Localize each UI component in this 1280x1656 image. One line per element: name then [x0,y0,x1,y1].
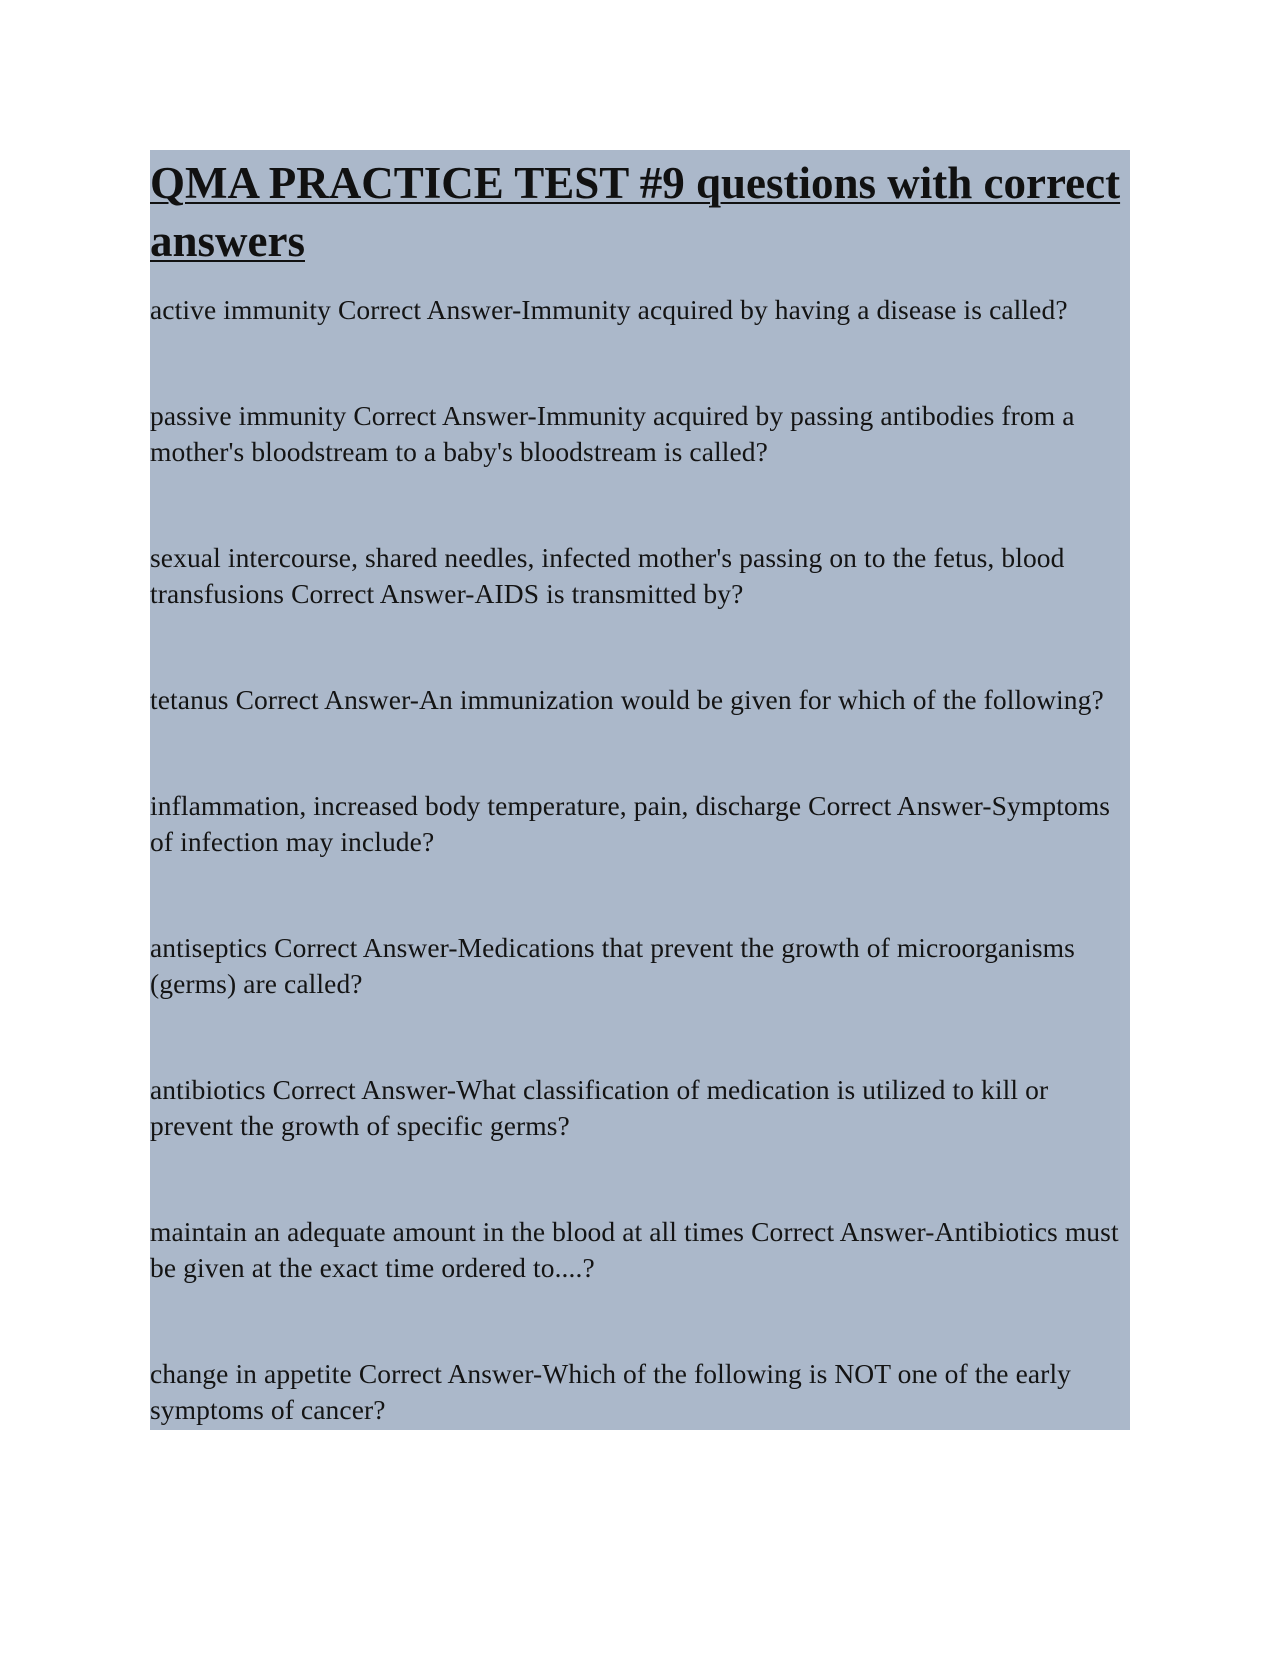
document-title: QMA PRACTICE TEST #9 questions with correct answers [150,158,1121,266]
qa-list [150,292,1130,1428]
qa-item: active immunity Correct Answer-Immunity acquired by having a disease is called? [150,294,1068,325]
qa-item: maintain an adequate amount in the blood at all times Correct Answer-Antibiotics must be given at the exact time ordered to....? [150,1216,1119,1283]
qa-item: sexual intercourse, shared needles, infected mother's passing on to the fetus, blood transfusions Correct Answer-AIDS is transmitted by? [150,542,1065,609]
qa-item: tetanus Correct Answer-An immunization would be given for which of the following? [150,684,1104,715]
highlighted-text-block [150,150,1130,1430]
qa-item: antibiotics Correct Answer-What classification of medication is utilized to kill or prevent the growth of specific germs? [150,1074,1049,1141]
qa-item: change in appetite Correct Answer-Which of the following is NOT one of the early symptoms of cancer? [150,1358,1072,1425]
qa-item: inflammation, increased body temperature, pain, discharge Correct Answer-Symptoms of infection may include? [150,790,1111,857]
qa-item: antiseptics Correct Answer-Medications that prevent the growth of microorganisms (germs) are called? [150,932,1075,999]
qa-item: passive immunity Correct Answer-Immunity acquired by passing antibodies from a mother's bloodstream to a baby's bloodstream is called? [150,400,1075,467]
